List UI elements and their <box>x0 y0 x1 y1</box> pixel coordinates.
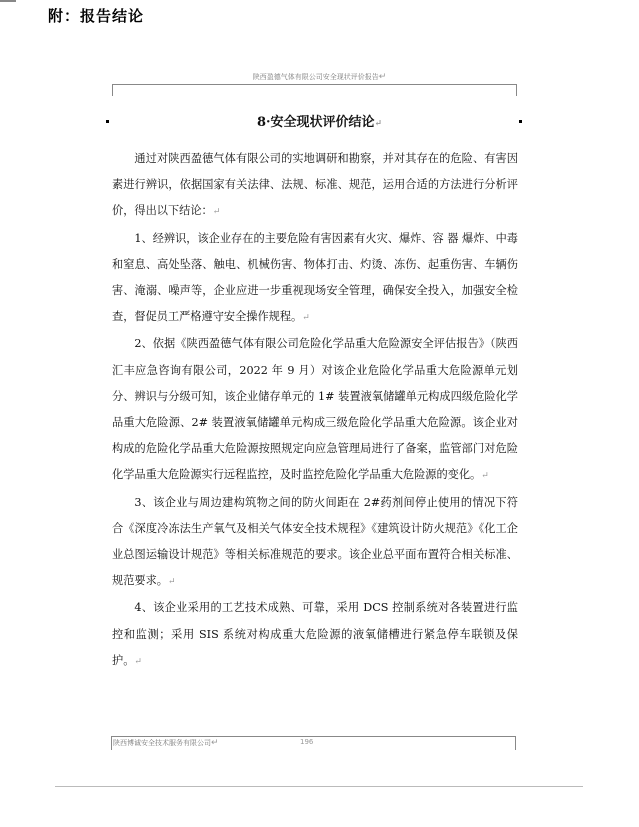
bottom-divider <box>55 786 583 787</box>
page-heading: 附：报告结论 <box>48 7 145 25</box>
footer-company-text: 陕西博诚安全技术服务有限公司 <box>113 739 211 747</box>
paragraph <box>112 490 518 596</box>
paragraph-mark: ↵ <box>211 738 219 748</box>
paragraph-mark: ↵ <box>374 119 383 129</box>
paragraph <box>112 146 518 226</box>
header-rule <box>112 84 516 85</box>
paragraph-text: 2、依据《陕西盈德气体有限公司危险化学品重大危险源安全评估报告》（陕西汇丰应急咨询有限公司，2022 年 9 月）对该企业危险化学品重大危险源单元划分、辨识与分级可知，该企业储存单元的 1# 装置液氧储罐单元构成四级危险化学品重大危险源、2# 装置液氧储罐单元构成三级危险化学品重大危险源。该企业对构成的危险化学品重大危险源按照规定向应急管理局进行了备案，监管部门对危险化学品重大危险源实行远程监控，及时监控危险化学品重大危险源的变化。 <box>112 337 518 482</box>
paragraph-mark: ↵ <box>378 72 387 82</box>
paragraph-mark: ↵ <box>302 313 310 324</box>
footer-corner-right <box>515 736 516 750</box>
footer-corner-left <box>111 736 112 750</box>
footer-rule <box>112 736 516 737</box>
paragraph-text: 1、经辨识，该企业存在的主要危险有害因素有火灾、爆炸、容 器 爆炸、中毒和窒息、高处坠落、触电、机械伤害、物体打击、灼烫、冻伤、起重伤害、车辆伤害、淹溺、噪声等，企业应进一步重视现场安全管理，确保安全投入，加强安全检查，督促员工严格遵守安全操作规程。 <box>112 231 518 324</box>
footer-company <box>113 738 219 748</box>
section-title-text: 8·安全现状评价结论 <box>256 115 375 130</box>
paragraph-mark: ↵ <box>134 656 142 667</box>
paragraph <box>112 595 518 675</box>
paragraph-text: 4、该企业采用的工艺技术成熟、可靠，采用 DCS 控制系统对各装置进行监控和监测；采用 SIS 系统对构成重大危险源的液氧储槽进行紧急停车联锁及保护。 <box>112 601 518 667</box>
conclusion-body <box>112 146 518 675</box>
section-title <box>0 111 639 130</box>
paragraph-text: 通过对陕西盈德气体有限公司的实地调研和勘察，并对其存在的危险、有害因素进行辨识，依据国家有关法律、法规、标准、规范，运用合适的方法进行分析评价，得出以下结论： <box>112 152 518 218</box>
page-number: 196 <box>300 738 314 746</box>
margin-corner-right-h <box>0 1 16 2</box>
paragraph <box>112 331 518 489</box>
margin-corner-right <box>516 84 533 96</box>
paragraph-mark: ↵ <box>167 577 176 588</box>
document-header <box>0 72 639 82</box>
paragraph-mark: ↵ <box>481 471 489 482</box>
paragraph-text: 3、该企业与周边建构筑物之间的防火间距在 2#药剂间停止使用的情况下符合《深度冷冻法生产氧气及相关气体安全技术规程》《建筑设计防火规范》《化工企业总图运输设计规范》等相关标准规范的要求。该企业总平面布置符合相关标准、规范要求。 <box>112 495 518 588</box>
margin-corner-left <box>96 84 113 96</box>
document-header-text: 陕西盈德气体有限公司安全现状评价报告 <box>252 73 379 81</box>
paragraph-mark: ↵ <box>212 207 221 218</box>
paragraph <box>112 226 518 332</box>
